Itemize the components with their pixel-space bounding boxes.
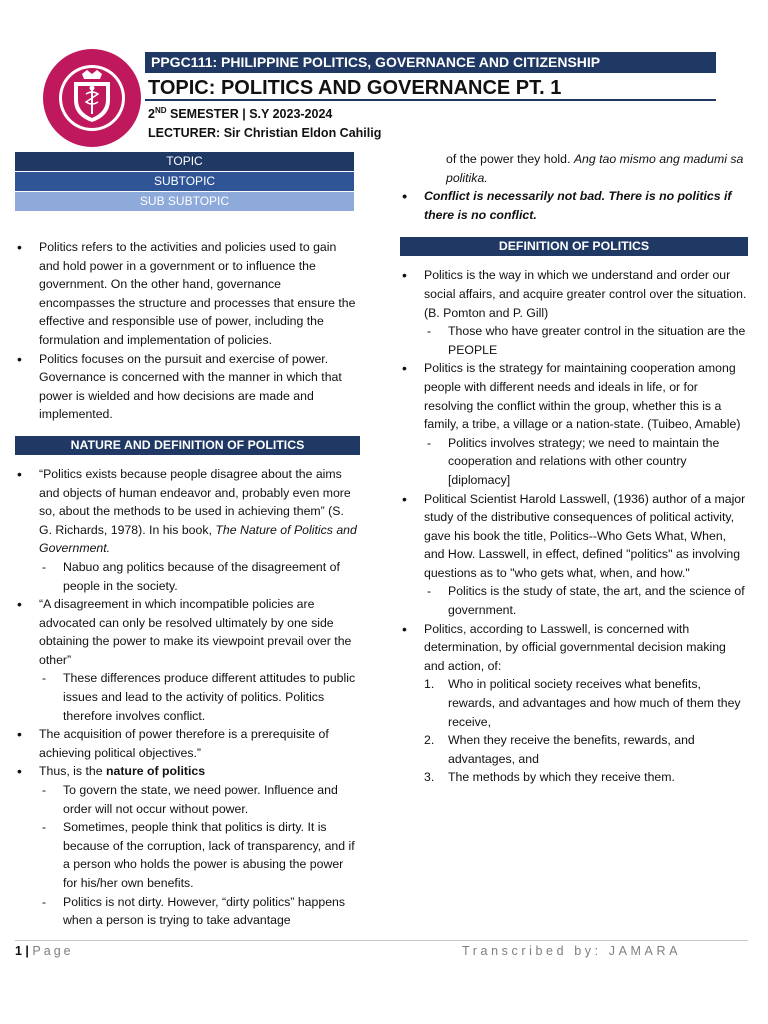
numbered-item: 1. Who in political society receives what benefits, rewards, and advantages and how much of them they receive, [424, 677, 741, 729]
book-title: The Nature of Politics and Government. [39, 522, 357, 556]
heading-legend [15, 152, 354, 212]
intro-bullet: • Politics refers to the activities and policies used to gain and hold power in a government or to influence the government. On the other hand, governance encompasses the structure and processes that ensure the effective and responsible use of power, including the formulation and implementation of policies. [15, 238, 360, 350]
lasswell-numbered-list [424, 675, 748, 787]
nature-sub-item-continued: of the power they hold. Ang tao mismo ang madumi sa politika. [446, 152, 744, 185]
nature-bullet: • The acquisition of power therefore is a prerequisite of achieving political objectives.” [15, 725, 360, 762]
nature-bullet: • “Politics exists because people disagree about the aims and objects of human endeavor and, probably even more so, about the methods to be used in achieving them” (S. G. Richards, 1978). In his book, The Nature of Politics and Government. - Nabuo ang politics because of the disagreement of people in the society. [15, 465, 360, 595]
nature-sub-item: - Politics is not dirty. However, “dirty politics” happens when a person is trying to take advantage [39, 893, 360, 930]
numbered-item: 3. The methods by which they receive them. [424, 770, 675, 785]
right-column [400, 150, 748, 787]
intro-bullet: • Politics focuses on the pursuit and exercise of power. Governance is concerned with the manner in which that power is wielded and how decisions are made and implemented. [15, 350, 360, 424]
definition-heading: DEFINITION OF POLITICS [400, 237, 748, 256]
semester-line: 2ND SEMESTER | S.Y 2023-2024 [148, 106, 333, 121]
legend-topic: TOPIC [15, 152, 354, 171]
university-seal-logo [42, 48, 142, 148]
nature-bullet: • Thus, is the nature of politics - To govern the state, we need power. Influence and order will not occur without power. - Sometimes, people think that politics is dirty. It is because of the corruption, lack of transparency, and if a person who holds the power is abusing the power for his/her own benefits. - Politics is not dirty. However, “dirty politics” happens when a person is trying to take advantage [15, 762, 360, 929]
lecturer-line: LECTURER: Sir Christian Eldon Cahilig [148, 126, 382, 140]
transcribed-by: Transcribed by: JAMARA [462, 944, 682, 958]
nature-sub-item: - To govern the state, we need power. Influence and order will not occur without power. [39, 781, 360, 818]
left-column [15, 238, 360, 930]
definition-bullet: • Politics, according to Lasswell, is concerned with determination, by official governmental decision making and action, of: 1. Who in political society receives what benefits, rewards, and advantages and how much of them they receive, 2. When they receive the benefits, rewards, and advantages, and 3. The methods by which they receive them. [400, 620, 748, 787]
nature-bullet: • Conflict is necessarily not bad. There is no politics if there is no conflict. [400, 187, 748, 224]
nature-sub-item: - These differences produce different attitudes to public issues and lead to the activity of politics. Politics therefore involves conflict. [39, 669, 360, 725]
title-underline [145, 99, 716, 101]
nature-heading: NATURE AND DEFINITION OF POLITICS [15, 436, 360, 455]
legend-subtopic: SUBTOPIC [15, 172, 354, 191]
numbered-item: 2. When they receive the benefits, rewards, and advantages, and [424, 733, 695, 766]
course-title-bar: PPGC111: PHILIPPINE POLITICS, GOVERNANCE AND CITIZENSHIP [145, 52, 716, 73]
definition-sub-item: - Politics involves strategy; we need to maintain the cooperation and relations with other country [diplomacy] [424, 434, 748, 490]
nature-sub-item: - Sometimes, people think that politics is dirty. It is because of the corruption, lack of transparency, and if a person who holds the power is abusing the power for his/her own benefits. [39, 818, 360, 892]
nature-list [15, 465, 360, 930]
nature-sub-item: - Nabuo ang politics because of the disagreement of people in the society. [39, 558, 360, 595]
definition-bullet: • Political Scientist Harold Lasswell, (1936) author of a major study of the distributive consequences of political activity, gave his book the title, Politics--Who Gets What, When, and How. Lasswell, in effect, defined "politics" as involving questions as to "who gets what, when, and how." - Politics is the study of state, the art, and the science of government. [400, 490, 748, 620]
page-number: 1 | Page [15, 944, 74, 958]
topic-title: TOPIC: POLITICS AND GOVERNANCE PT. 1 [148, 77, 562, 99]
definition-sub-item: - Politics is the study of state, the art, and the science of government. [424, 582, 748, 619]
footer-divider [15, 940, 748, 941]
definition-list [400, 266, 748, 787]
nature-bullet: • “A disagreement in which incompatible policies are advocated can only be resolved ultimately by one side obtaining the power to make its viewpoint prevail over the other” - These differences produce different attitudes to public issues and lead to the activity of politics. Politics therefore involves conflict. [15, 595, 360, 725]
intro-list [15, 238, 360, 424]
definition-sub-item: - Those who have greater control in the situation are the PEOPLE [424, 322, 748, 359]
legend-sub-subtopic: SUB SUBTOPIC [15, 192, 354, 211]
definition-bullet: • Politics is the way in which we understand and order our social affairs, and acquire greater control over the situation. (B. Pomton and P. Gill) - Those who have greater control in the situation are the PEOPLE [400, 266, 748, 359]
definition-bullet: • Politics is the strategy for maintaining cooperation among people with different needs and ideals in life, or for resolving the conflict within the group, whether this is a family, a tribe, a village or a nation-state. (Tuibeo, Amable) - Politics involves strategy; we need to maintain the cooperation and relations with other country [diplomacy] [400, 359, 748, 489]
